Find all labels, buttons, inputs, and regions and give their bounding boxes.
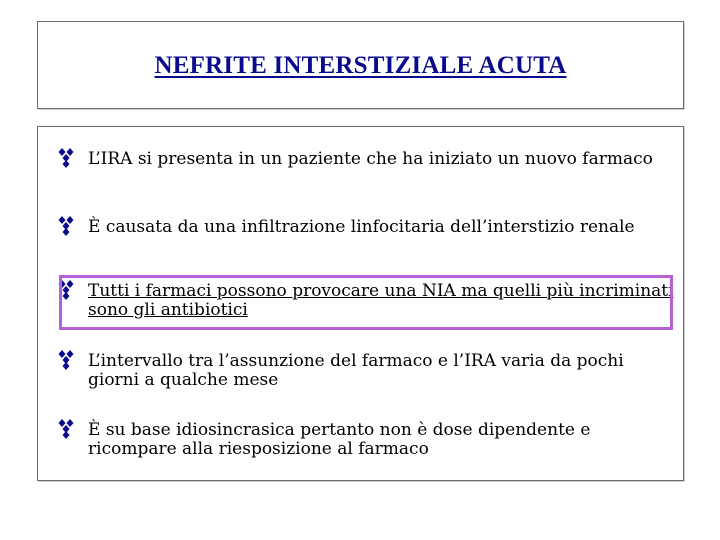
diamond-bullet-icon (55, 147, 77, 169)
bullet-text: L’IRA si presenta in un paziente che ha iniziato un nuovo farmaco (88, 149, 653, 169)
bullet-text: È causata da una infiltrazione linfocitaria dell’interstizio renale (88, 217, 635, 237)
bullet-item (55, 421, 680, 459)
title-box (37, 21, 684, 109)
diamond-bullet-icon (55, 215, 77, 237)
bullet-item (55, 218, 680, 237)
bullet-text: L’intervallo tra l’assunzione del farmaco e l’IRA varia da pochi giorni a qualche mese (88, 351, 624, 390)
highlight-frame (59, 275, 673, 330)
bullet-item (55, 352, 680, 390)
bullet-item (55, 150, 680, 169)
bullet-text: Tutti i farmaci possono provocare una NIA ma quelli più incriminati sono gli antibiotici (88, 281, 674, 320)
content-box (37, 126, 684, 481)
bullet-text: È su base idiosincrasica pertanto non è dose dipendente e ricompare alla riesposizione al farmaco (88, 420, 591, 459)
slide-title: NEFRITE INTERSTIZIALE ACUTA (154, 52, 567, 79)
diamond-bullet-icon (55, 349, 77, 371)
diamond-bullet-icon (55, 418, 77, 440)
